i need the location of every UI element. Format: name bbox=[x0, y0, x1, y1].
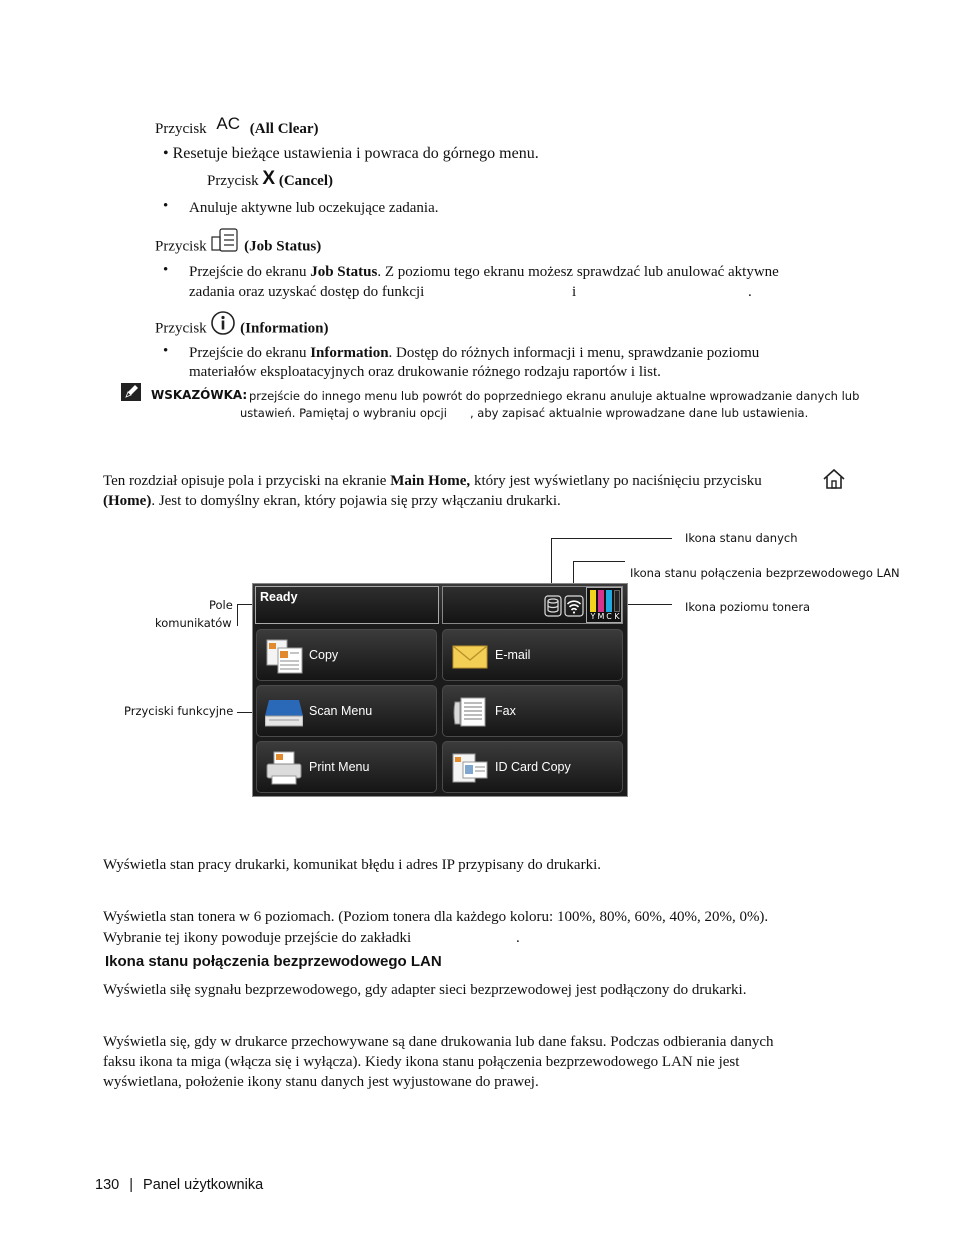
toner-description-2a: Wybranie tej ikony powoduje przejście do zakładki bbox=[103, 930, 412, 946]
printer-panel-screenshot bbox=[252, 583, 628, 797]
job-status-bold: Job Status bbox=[310, 264, 378, 280]
callout-message-field-1: Pole bbox=[209, 598, 233, 612]
fax-button[interactable] bbox=[442, 685, 623, 737]
copy-icon bbox=[265, 638, 303, 674]
job-status-line2c: . bbox=[748, 284, 752, 300]
footer-section: Panel użytkownika bbox=[143, 1177, 264, 1193]
home-icon bbox=[822, 468, 846, 490]
callout-data-status: Ikona stanu danych bbox=[685, 531, 798, 545]
envelope-icon bbox=[451, 638, 489, 674]
intro-bold: Main Home, bbox=[390, 473, 471, 489]
footer-separator: | bbox=[129, 1177, 134, 1193]
information-icon bbox=[210, 310, 236, 336]
job-status-bullet bbox=[189, 262, 779, 282]
toner-description-2b: . bbox=[516, 930, 520, 946]
job-status-line2a: zadania oraz uzyskać dostęp do funkcji bbox=[189, 284, 425, 300]
toner-level-icon[interactable] bbox=[586, 587, 622, 623]
cancel-button-line bbox=[207, 170, 333, 191]
information-line2: materiałów eksploatacyjnych oraz drukowanie różnego rodzaju raportów i list. bbox=[189, 364, 661, 380]
printer-icon bbox=[265, 750, 303, 786]
ac-bullet: • Resetuje bieżące ustawienia i powraca do górnego menu. bbox=[163, 145, 539, 162]
page-number: 130 bbox=[95, 1177, 120, 1193]
copy-button[interactable] bbox=[256, 629, 437, 681]
information-prefix: Przycisk bbox=[155, 320, 207, 337]
job-status-name: (Job Status) bbox=[244, 238, 322, 255]
callout-wireless-status: Ikona stanu połączenia bezprzewodowego LAN bbox=[630, 566, 900, 580]
wireless-heading: Ikona stanu połączenia bezprzewodowego LAN bbox=[105, 953, 442, 970]
intro-line2-text: . Jest to domyślny ekran, który pojawia się przy włączaniu drukarki. bbox=[151, 493, 561, 509]
data-status-icon bbox=[544, 595, 562, 617]
ac-bullet-text: Resetuje bieżące ustawienia i powraca do górnego menu. bbox=[172, 145, 539, 162]
information-line bbox=[155, 316, 329, 342]
callout-toner-level: Ikona poziomu tonera bbox=[685, 600, 811, 614]
job-status-text-a: Przejście do ekranu bbox=[189, 264, 311, 280]
email-label: E-mail bbox=[495, 648, 531, 662]
scanner-icon bbox=[265, 694, 303, 730]
wireless-description: Wyświetla siłę sygnału bezprzewodowego, gdy adapter sieci bezprzewodowej jest podłączony do drukarki. bbox=[103, 982, 747, 998]
id-card-icon bbox=[451, 750, 489, 786]
information-text-b: . Dostęp do różnych informacji i menu, sprawdzanie poziomu bbox=[388, 345, 760, 361]
ac-name: (All Clear) bbox=[249, 121, 319, 137]
intro-text-b: który jest wyświetlany po naciśnięciu przycisku bbox=[470, 473, 762, 489]
fax-icon bbox=[451, 694, 489, 730]
print-menu-button[interactable] bbox=[256, 741, 437, 793]
leader-line bbox=[237, 604, 238, 626]
bullet-dot: • bbox=[163, 262, 169, 278]
id-card-copy-label: ID Card Copy bbox=[495, 760, 571, 774]
callout-function-buttons: Przyciski funkcyjne bbox=[124, 704, 234, 718]
note-line1: przejście do innego menu lub powrót do poprzedniego ekranu anuluje aktualne wprowadzanie danych lub bbox=[249, 389, 860, 403]
panel-top-bar bbox=[253, 584, 627, 626]
ac-prefix: Przycisk bbox=[155, 121, 207, 137]
note-label: WSKAZÓWKA: bbox=[151, 388, 248, 402]
intro-line1 bbox=[103, 471, 762, 491]
leader-line bbox=[551, 538, 552, 584]
information-name: (Information) bbox=[240, 320, 329, 337]
toner-letter-Y: Y bbox=[590, 612, 596, 621]
job-status-line bbox=[155, 234, 321, 260]
fax-label: Fax bbox=[495, 704, 516, 718]
email-button[interactable] bbox=[442, 629, 623, 681]
id-card-copy-button[interactable] bbox=[442, 741, 623, 793]
toner-bar-K bbox=[614, 590, 620, 612]
toner-letter-K: K bbox=[614, 612, 620, 621]
information-bold: Information bbox=[310, 345, 389, 361]
bullet-dot: • bbox=[163, 343, 169, 359]
information-text-a: Przejście do ekranu bbox=[189, 345, 311, 361]
toner-letter-C: C bbox=[606, 612, 612, 621]
note-line2b: , aby zapisać aktualnie wprowadzane dane lub ustawienia. bbox=[470, 406, 809, 420]
copy-label: Copy bbox=[309, 648, 339, 662]
cancel-icon: X bbox=[262, 168, 276, 189]
data-status-description-1: Wyświetla się, gdy w drukarce przechowywane są dane drukowania lub dane faksu. Podczas odbierania danych bbox=[103, 1034, 774, 1050]
intro-home-bold: (Home) bbox=[103, 493, 152, 509]
data-status-description-2: faksu ikona ta miga (włącza się i wyłącza). Kiedy ikona stanu połączenia bezprzewodowego LAN nie jest bbox=[103, 1054, 740, 1070]
toner-bar-M bbox=[598, 590, 604, 612]
message-text: Ready bbox=[260, 590, 298, 604]
toner-bar-Y bbox=[590, 590, 596, 612]
message-field bbox=[255, 586, 439, 624]
data-status-description-3: wyświetlana, położenie ikony stanu danych jest wyjustowane do prawej. bbox=[103, 1074, 539, 1090]
job-status-prefix: Przycisk bbox=[155, 238, 207, 255]
all-clear-icon: AC bbox=[216, 114, 241, 133]
toner-bar-C bbox=[606, 590, 612, 612]
leader-line bbox=[573, 561, 625, 562]
scan-menu-label: Scan Menu bbox=[309, 704, 373, 718]
cancel-bullet: Anuluje aktywne lub oczekujące zadania. bbox=[189, 200, 439, 216]
job-status-text-b: . Z poziomu tego ekranu możesz sprawdzać lub anulować aktywne bbox=[377, 264, 779, 280]
cancel-name: (Cancel) bbox=[278, 173, 334, 189]
callout-message-field-2: komunikatów bbox=[155, 616, 232, 630]
page-footer bbox=[95, 1177, 263, 1193]
leader-line bbox=[573, 561, 574, 584]
job-status-line2b: i bbox=[572, 284, 577, 300]
cancel-prefix: Przycisk bbox=[207, 173, 259, 189]
wireless-status-icon bbox=[564, 595, 584, 617]
intro-line2 bbox=[103, 491, 561, 511]
leader-line bbox=[551, 538, 672, 539]
scan-menu-button[interactable] bbox=[256, 685, 437, 737]
bullet-dot: • bbox=[163, 198, 169, 214]
job-status-icon bbox=[210, 228, 240, 254]
intro-text-a: Ten rozdział opisuje pola i przyciski na ekranie bbox=[103, 473, 391, 489]
print-menu-label: Print Menu bbox=[309, 760, 370, 774]
toner-letter-M: M bbox=[597, 612, 605, 621]
status-field bbox=[442, 586, 623, 624]
toner-description-1: Wyświetla stan tonera w 6 poziomach. (Poziom tonera dla każdego koloru: 100%, 80%, 60%, 40%, 20%, 0%). bbox=[103, 909, 769, 925]
information-bullet bbox=[189, 343, 759, 363]
message-field-description: Wyświetla stan pracy drukarki, komunikat błędu i adres IP przypisany do drukarki. bbox=[103, 857, 601, 873]
leader-line bbox=[628, 604, 672, 605]
note-line2a: ustawień. Pamiętaj o wybraniu opcji bbox=[240, 406, 447, 420]
ac-button-line bbox=[155, 114, 319, 139]
note-pencil-icon bbox=[120, 382, 142, 402]
